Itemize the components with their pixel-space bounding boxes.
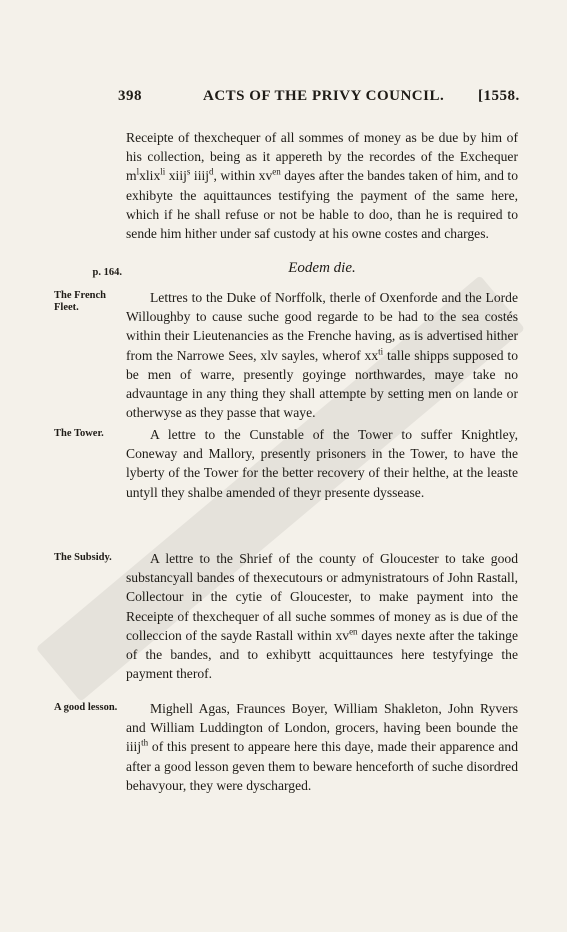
continuation-paragraph: Receipte of thexchequer of all sommes of money as be due by him of his collection, being as it appereth by the recordes of the Exchequer $m^lxlix^{li}$ xiij$^s$ iiij$^d$, within $xv^{en}$ dayes after the bandes taken of him, and to exhibyte the aquittaunces testifying the payment of the same here, which if he shall refuse or not be hable to doo, than he is required to sende him hither under saf custody at his owne costes and charges. [126,130,518,242]
running-title: ACTS OF THE PRIVY COUNCIL. [203,88,445,104]
year-marker: [1558. [478,88,520,104]
paragraph-french-fleet: Lettres to the Duke of Norffolk, therle of Oxenforde and the Lorde Willoughby to cause suche good regarde to be had to the sea costés within their Lieutenancies as the Frenche having, as is advertised hither from the Narrowe Sees, xlv sayles, wherof $xx^{ti}$ talle shipps supposed to be men of warre, presently goyinge northwardes, maye take no advauntage in any thing they shall attempte by setting men on lande or otherwyse as they passe that waye. [126,290,518,421]
margin-note-tower: The Tower. [54,428,104,439]
running-head [0,88,567,108]
page-number: 398 [118,88,142,104]
paragraph-lesson: Mighell Agas, Fraunces Boyer, William Shakleton, John Ryvers and William Luddington of London, grocers, having been bounde the iiij$^{th}$ of this present to appeare here this daye, made their apparence and after a good lesson geven them to beware henceforth of suche disordred behavyour, they were dyscharged. [126,701,518,793]
margin-note-subsidy: The Subsidy. [54,552,112,563]
margin-note-french-fleet: The French Fleet. [54,290,107,313]
margin-note-lesson: A good lesson. [54,702,118,713]
paragraph-tower: A lettre to the Cunstable of the Tower to suffer Knightley, Coneway and Mallory, presently prisoners in the Tower, to have the lyberty of the Tower for the better recovery of their helthe, at the leaste untyll they shalbe amended of theyr presente dyssease. [126,427,518,500]
paragraph-subsidy: A lettre to the Shrief of the county of Gloucester to take good substancyall bandes of thexecutours or admynistratours of John Rastall, Collectour in the cytie of Gloucester, to make payment into the Receipte of thexchequer of all suche sommes of money as is due of the colleccion of the sayde Rastall within $xv^{en}$ dayes nexte after the takinge of the bandes, and to exhibytt acquittaunces here testyfyinge the payment therof. [126,551,518,682]
section-heading: Eodem die. [288,260,356,276]
margin-page-ref: p. 164. [92,267,122,278]
